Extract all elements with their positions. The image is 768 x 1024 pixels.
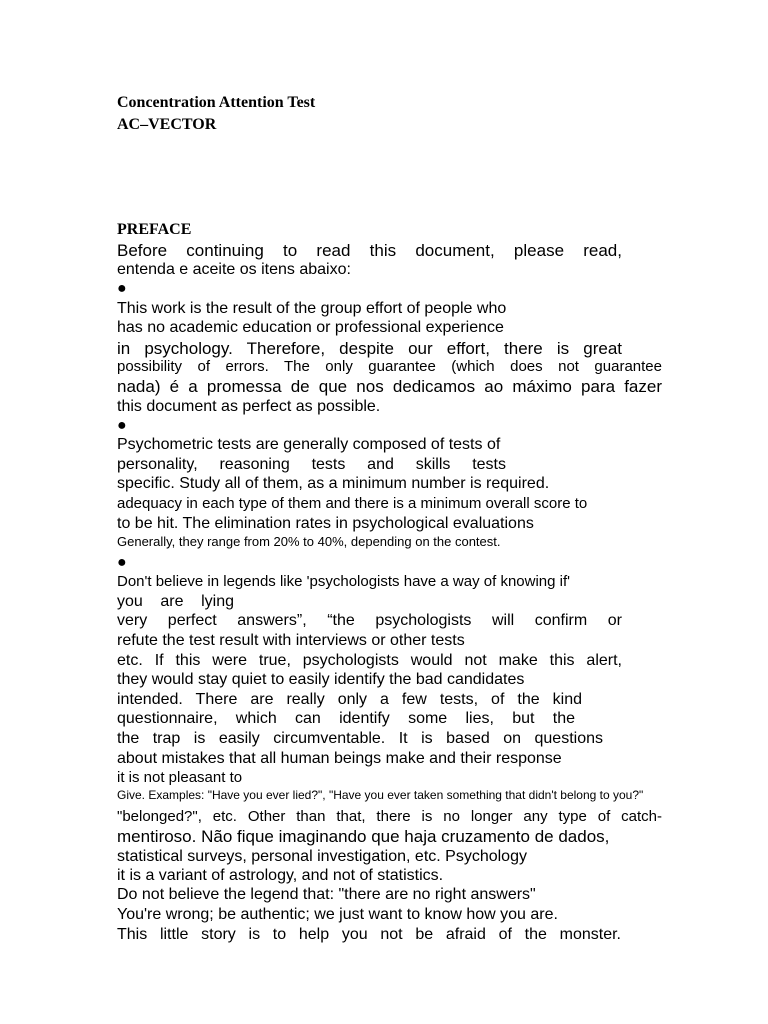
paragraph-line: they would stay quiet to easily identify the bad candidates [117,671,525,688]
paragraph-line: This work is the result of the group effort of people who [117,300,507,317]
paragraph-line: entenda e aceite os itens abaixo: [117,261,351,278]
bullet-icon: ● [117,280,127,297]
paragraph-line: very perfect answers”, “the psychologists will confirm or [117,612,622,629]
paragraph-line: it is not pleasant to [117,769,243,786]
paragraph-line: etc. If this were true, psychologists would not make this alert, [117,652,622,669]
bullet-icon: ● [117,554,127,571]
paragraph-line: This little story is to help you not be afraid of the monster. [117,926,621,943]
preface-heading: PREFACE [117,221,192,238]
paragraph-line: refute the test result with interviews or other tests [117,632,465,649]
bullet-icon: ● [117,417,127,434]
paragraph-line: statistical surveys, personal investigation, etc. Psychology [117,848,527,865]
paragraph-line: possibility of errors. The only guarantee (which does not guarantee [117,358,662,375]
paragraph-line: personality, reasoning tests and skills tests [117,456,506,473]
paragraph-line: "belonged?", etc. Other than that, there is no longer any type of catch- [117,808,662,825]
paragraph-line: to be hit. The elimination rates in psychological evaluations [117,515,534,532]
paragraph-line: the trap is easily circumventable. It is based on questions [117,730,603,747]
paragraph-line: Give. Examples: "Have you ever lied?", "Have you ever taken something that didn't belong to you?" [117,788,644,802]
document-title: Concentration Attention Test [117,94,316,111]
paragraph-line: this document as perfect as possible. [117,398,381,415]
paragraph-line: has no academic education or professional experience [117,319,504,336]
paragraph-line: mentiroso. Não fique imaginando que haja cruzamento de dados, [117,827,610,846]
paragraph-line: Psychometric tests are generally composed of tests of [117,436,501,453]
paragraph-line: Don't believe in legends like 'psychologists have a way of knowing if' [117,573,571,590]
paragraph-line: questionnaire, which can identify some lies, but the [117,710,575,727]
paragraph-line: You're wrong; be authentic; we just want to know how you are. [117,906,558,923]
document-subtitle: AC–VECTOR [117,116,217,133]
paragraph-line: Do not believe the legend that: "there are no right answers" [117,886,536,903]
paragraph-line: nada) é a promessa de que nos dedicamos ao máximo para fazer [117,377,662,396]
paragraph-line: specific. Study all of them, as a minimum number is required. [117,475,550,492]
paragraph-line: it is a variant of astrology, and not of statistics. [117,867,444,884]
paragraph-line: Before continuing to read this document, please read, [117,241,622,260]
paragraph-line: in psychology. Therefore, despite our effort, there is great [117,339,622,358]
paragraph-line: about mistakes that all human beings make and their response [117,750,562,767]
paragraph-line: you are lying [117,593,234,610]
paragraph-line: Generally, they range from 20% to 40%, depending on the contest. [117,534,501,549]
paragraph-line: adequacy in each type of them and there is a minimum overall score to [117,495,588,512]
paragraph-line: intended. There are really only a few tests, of the kind [117,691,582,708]
